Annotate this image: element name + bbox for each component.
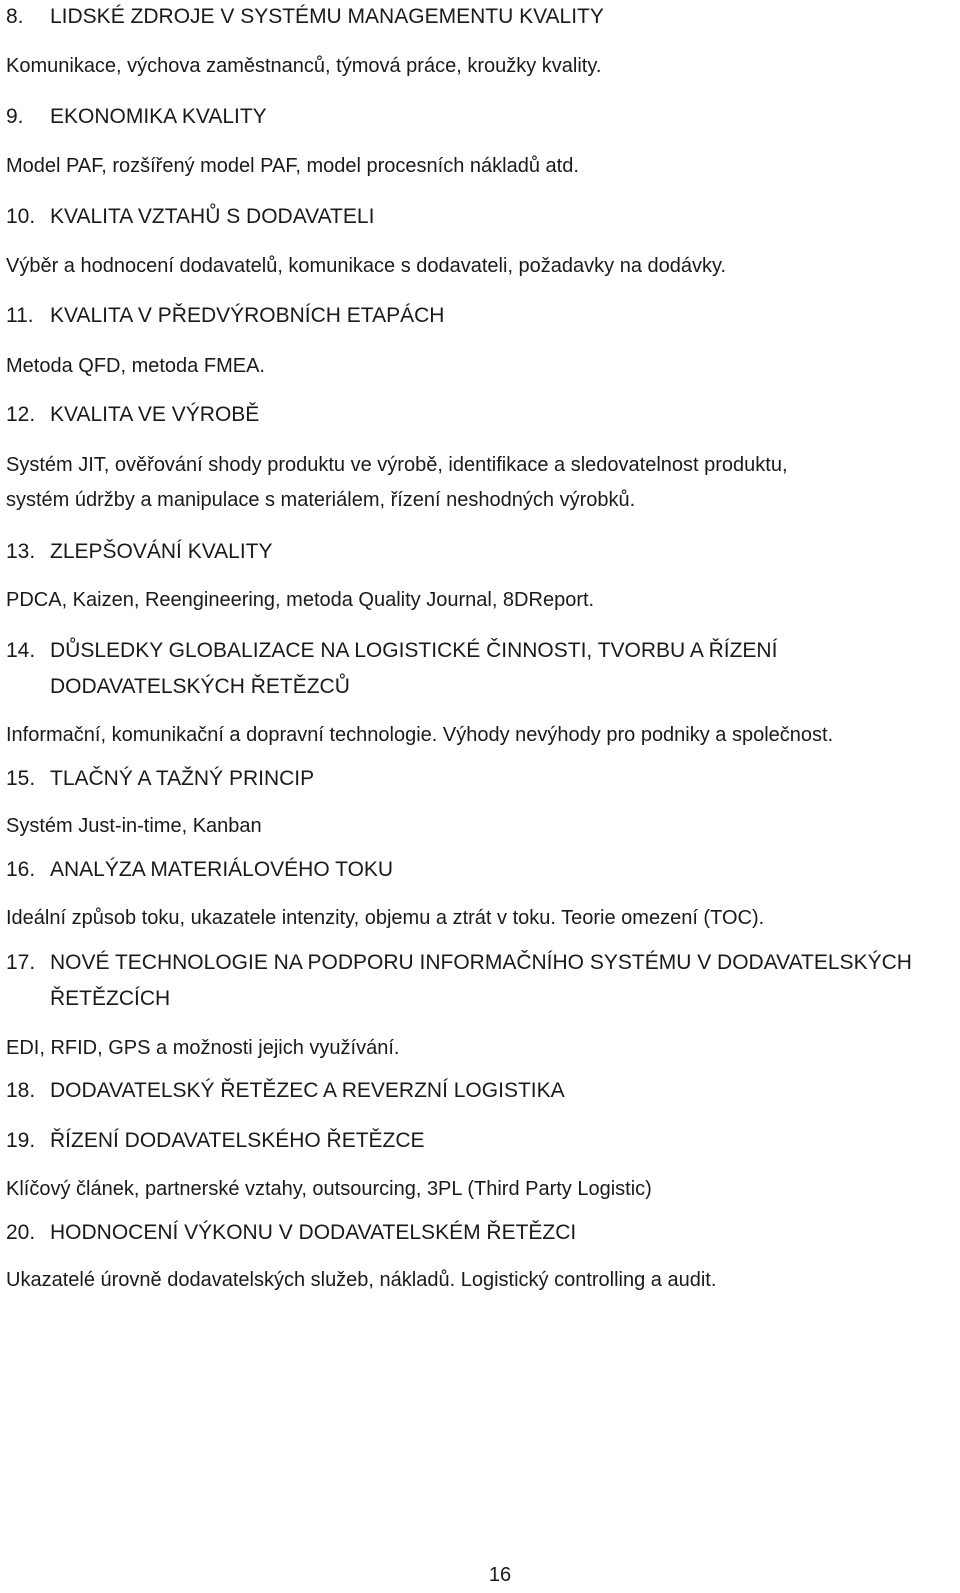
section-number: 20. (6, 1221, 36, 1244)
section-body: Ideální způsob toku, ukazatele intenzity, objemu a ztrát v toku. Teorie omezení (TOC). (6, 907, 765, 929)
section-heading (6, 1130, 425, 1151)
section-number: 19. (6, 1129, 36, 1152)
section-title: EKONOMIKA KVALITY (50, 105, 267, 128)
section-body: Metoda QFD, metoda FMEA. (6, 355, 265, 377)
section-heading (6, 768, 314, 789)
section-body-continued: systém údržby a manipulace s materiálem, řízení neshodných výrobků. (6, 489, 636, 511)
section-heading (6, 859, 393, 880)
section-body: Systém Just-in-time, Kanban (6, 815, 262, 837)
section-title: LIDSKÉ ZDROJE V SYSTÉMU MANAGEMENTU KVALITY (50, 5, 604, 28)
section-heading (6, 1080, 565, 1101)
section-title-continued: ŘETĚZCÍCH (50, 987, 171, 1010)
section-number: 12. (6, 403, 36, 426)
section-number: 13. (6, 540, 36, 563)
section-body: Výběr a hodnocení dodavatelů, komunikace s dodavateli, požadavky na dodávky. (6, 255, 727, 277)
section-body: PDCA, Kaizen, Reengineering, metoda Quality Journal, 8DReport. (6, 589, 595, 611)
section-body: Systém JIT, ověřování shody produktu ve výrobě, identifikace a sledovatelnost produktu, (6, 454, 788, 476)
section-body: Model PAF, rozšířený model PAF, model procesních nákladů atd. (6, 155, 579, 177)
section-title-continued: DODAVATELSKÝCH ŘETĚZCŮ (50, 675, 350, 698)
section-heading (6, 206, 374, 227)
section-title: HODNOCENÍ VÝKONU V DODAVATELSKÉM ŘETĚZCI (50, 1221, 577, 1244)
section-heading (6, 541, 273, 562)
section-heading (6, 952, 912, 973)
section-number: 18. (6, 1079, 36, 1102)
section-title: ZLEPŠOVÁNÍ KVALITY (50, 540, 273, 563)
section-number: 10. (6, 205, 36, 228)
section-body: Komunikace, výchova zaměstnanců, týmová práce, kroužky kvality. (6, 55, 602, 77)
section-number: 15. (6, 767, 36, 790)
section-heading (6, 305, 444, 326)
section-title: TLAČNÝ A TAŽNÝ PRINCIP (50, 767, 315, 790)
section-title: KVALITA VZTAHŮ S DODAVATELI (50, 205, 375, 228)
section-title: DODAVATELSKÝ ŘETĚZEC A REVERZNÍ LOGISTIKA (50, 1079, 565, 1102)
section-title: DŮSLEDKY GLOBALIZACE NA LOGISTICKÉ ČINNOSTI, TVORBU A ŘÍZENÍ (50, 639, 778, 662)
section-number: 9. (6, 105, 24, 128)
section-title: KVALITA V PŘEDVÝROBNÍCH ETAPÁCH (50, 304, 445, 327)
section-heading (6, 404, 259, 425)
section-body: Ukazatelé úrovně dodavatelských služeb, nákladů. Logistický controlling a audit. (6, 1269, 717, 1291)
section-body: Informační, komunikační a dopravní technologie. Výhody nevýhody pro podniky a společnost. (6, 724, 834, 746)
section-body: Klíčový článek, partnerské vztahy, outsourcing, 3PL (Third Party Logistic) (6, 1178, 652, 1200)
section-title: ŘÍZENÍ DODAVATELSKÉHO ŘETĚZCE (50, 1129, 425, 1152)
section-body: EDI, RFID, GPS a možnosti jejich využívání. (6, 1037, 400, 1059)
section-heading (6, 1222, 576, 1243)
section-number: 11. (6, 304, 34, 327)
section-number: 16. (6, 858, 36, 881)
section-number: 17. (6, 951, 36, 974)
section-number: 8. (6, 5, 24, 28)
page-number: 16 (488, 1564, 512, 1586)
section-title: ANALÝZA MATERIÁLOVÉHO TOKU (50, 858, 394, 881)
section-title: KVALITA VE VÝROBĚ (50, 403, 260, 426)
section-heading (6, 640, 777, 661)
section-heading (6, 106, 267, 127)
section-heading (6, 6, 604, 27)
section-number: 14. (6, 639, 36, 662)
section-title: NOVÉ TECHNOLOGIE NA PODPORU INFORMAČNÍHO SYSTÉMU V DODAVATELSKÝCH (50, 951, 912, 974)
